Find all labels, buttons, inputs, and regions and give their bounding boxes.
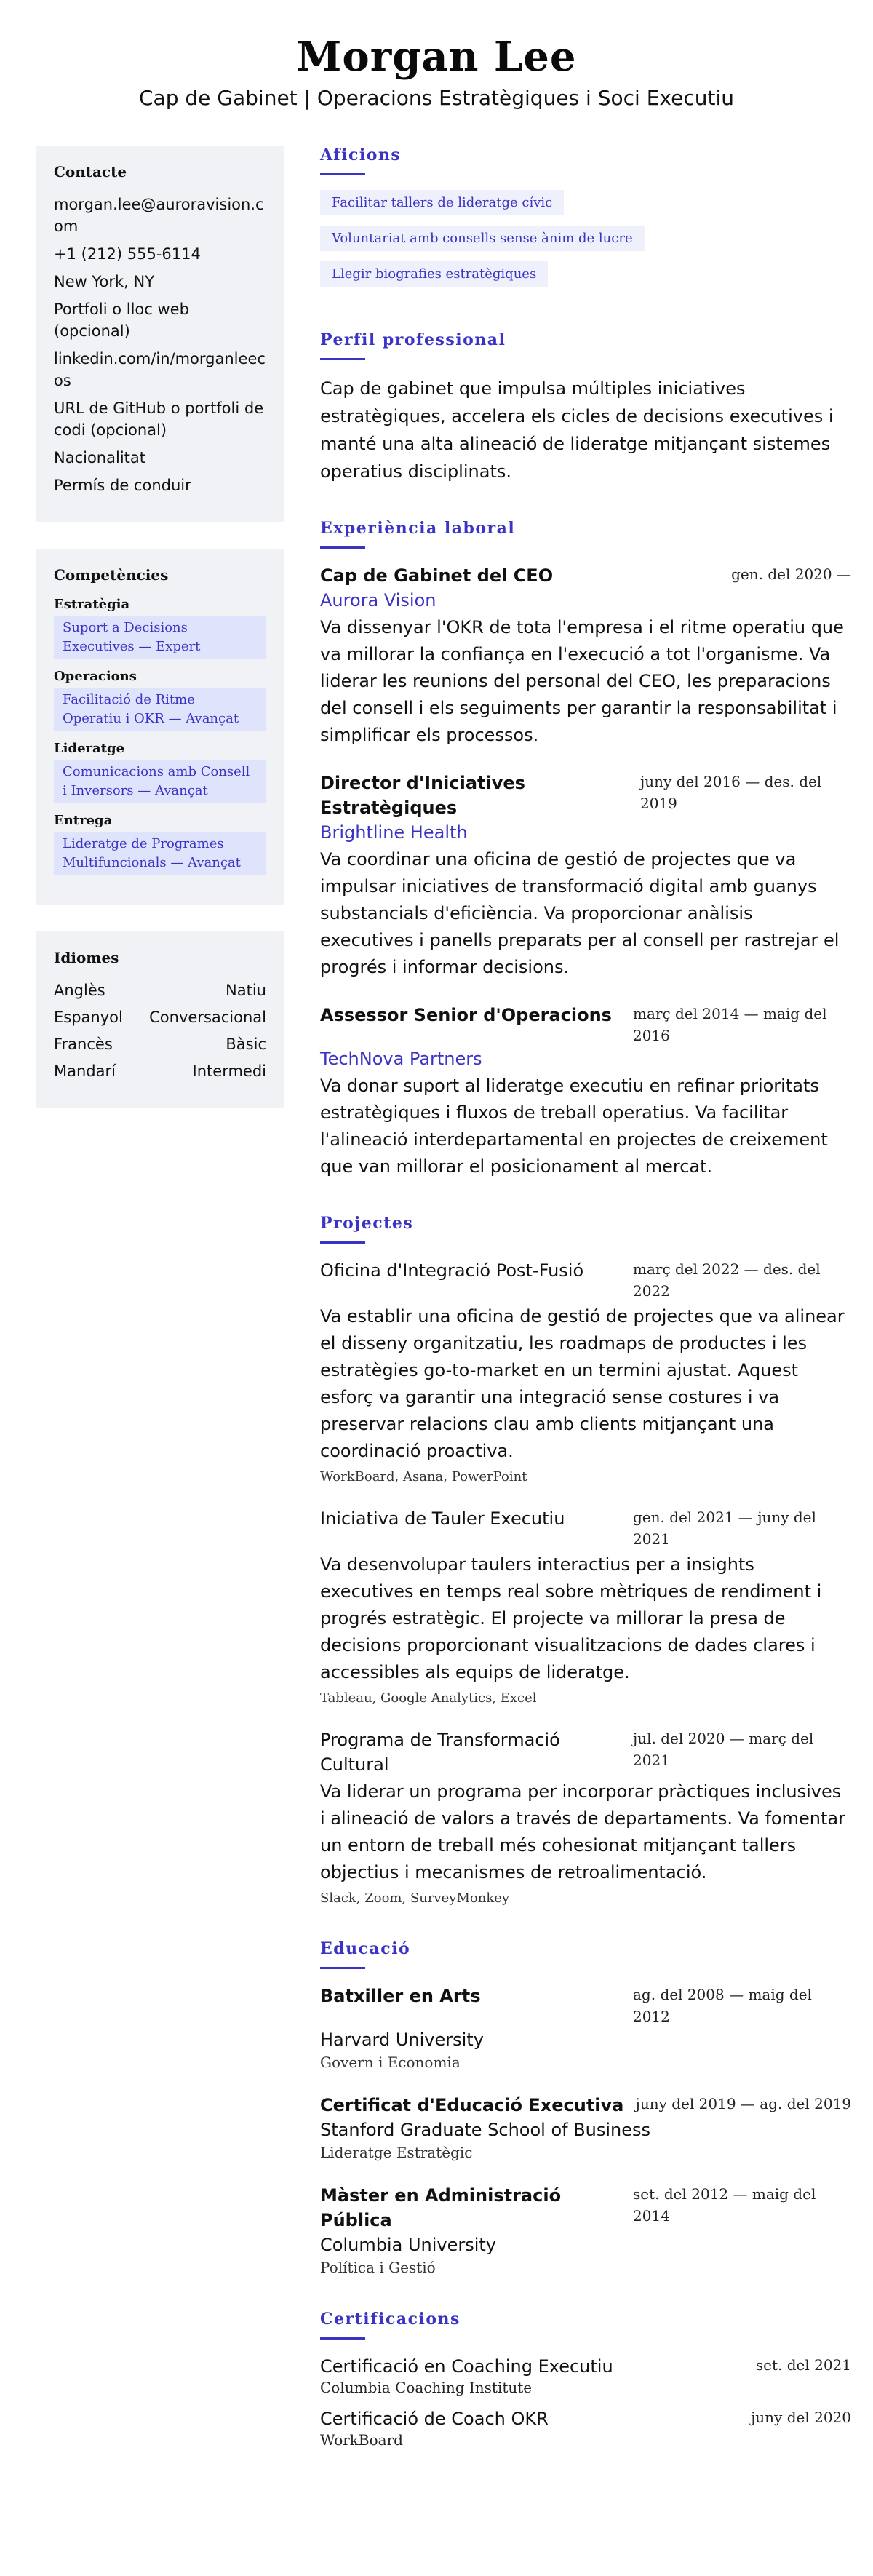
languages-card	[36, 931, 284, 1108]
skill-tag: Lideratge de Programes Multifuncionals — Avançat	[54, 832, 266, 875]
education-entry	[320, 1984, 851, 2071]
degree-title: Batxiller en Arts	[320, 1986, 481, 2006]
section-divider	[320, 1241, 365, 1244]
certification-info	[320, 2406, 549, 2449]
section-title: Aficions	[320, 146, 402, 164]
contact-nationality: Nacionalitat	[54, 449, 146, 466]
section-divider	[320, 2337, 365, 2340]
candidate-name: Morgan Lee	[296, 33, 577, 81]
project-dates: març del 2022 — des. del 2022	[633, 1260, 821, 1300]
education-section	[320, 1939, 851, 2276]
job-title: Director d'Iniciatives Estratègiques	[320, 773, 525, 818]
contact-driving-license: Permís de conduir	[54, 477, 191, 494]
section-divider	[320, 546, 365, 549]
entry-header	[320, 1984, 851, 2027]
experience-entry	[320, 563, 851, 749]
school-name: Stanford Graduate School of Business	[320, 2120, 651, 2140]
contact-title: Contacte	[54, 163, 127, 180]
entry-header	[320, 563, 851, 588]
hobby-tag: Llegir biografies estratègiques	[320, 261, 548, 287]
certification-entry	[320, 2406, 851, 2449]
certification-issuer: Columbia Coaching Institute	[320, 2379, 533, 2396]
project-description: Va establir una oficina de gestió de projectes que va alinear el disseny organitzatiu, les roadmaps de productes i les estratègies go-to-market en un termini ajustat. Aquest esforç va garantir una integració sense costures i va preservar relacions clau amb clients mitjançant una coordinació proactiva.	[320, 1306, 845, 1461]
language-name: Francès	[54, 1035, 113, 1053]
profile-section	[320, 330, 851, 485]
job-title: Assessor Senior d'Operacions	[320, 1005, 612, 1025]
language-level: Bàsic	[226, 1035, 266, 1053]
project-entry	[320, 1258, 851, 1484]
project-name: Programa de Transformació Cultural	[320, 1730, 560, 1775]
project-tools: Slack, Zoom, SurveyMonkey	[320, 1891, 510, 1906]
education-entry	[320, 2183, 851, 2276]
project-description: Va liderar un programa per incorporar pràctiques inclusives i alineació de valors a través de departaments. Va fomentar un entorn de treball més cohesionat mitjançant tallers objectius i mecanismes de retroalimentació.	[320, 1781, 845, 1883]
skills-title: Competències	[54, 566, 169, 584]
certification-info	[320, 2354, 613, 2396]
entry-header	[320, 2093, 851, 2118]
project-name: Iniciativa de Tauler Executiu	[320, 1508, 565, 1529]
skill-group-title: Operacions	[54, 669, 137, 684]
candidate-headline: Cap de Gabinet | Operacions Estratègiques i Soci Executiu	[139, 86, 734, 111]
skill-group	[54, 597, 266, 659]
project-name: Oficina d'Integració Post-Fusió	[320, 1260, 584, 1281]
experience-section	[320, 519, 851, 1180]
sidebar	[36, 146, 284, 1134]
contact-linkedin[interactable]: linkedin.com/in/morganleecos	[54, 350, 266, 389]
field-of-study: Govern i Economia	[320, 2054, 461, 2071]
project-entry	[320, 1728, 851, 1906]
job-description: Va donar suport al lideratge executiu en refinar prioritats estratègiques i fluxos de treball operatius. Va facilitar l'alineació interdepartamental en projectes de creixement que van millorar el posicionament al mercat.	[320, 1076, 828, 1177]
certification-date: set. del 2021	[755, 2356, 851, 2374]
language-row	[54, 1060, 266, 1082]
language-name: Espanyol	[54, 1009, 123, 1026]
section-divider	[320, 173, 365, 175]
school-name: Columbia University	[320, 2235, 497, 2255]
skills-card	[36, 549, 284, 905]
contact-email[interactable]: morgan.lee@auroravision.com	[54, 196, 264, 235]
section-divider	[320, 358, 365, 360]
experience-entry	[320, 1003, 851, 1180]
job-title: Cap de Gabinet del CEO	[320, 565, 554, 586]
section-title: Certificacions	[320, 2310, 461, 2329]
hobby-row	[320, 226, 851, 261]
section-title: Experiència laboral	[320, 519, 516, 538]
entry-header	[320, 1728, 851, 1777]
main-column	[320, 146, 851, 2482]
education-entry	[320, 2093, 851, 2161]
entry-header	[320, 1506, 851, 1550]
certification-issuer: WorkBoard	[320, 2431, 403, 2449]
contact-location: New York, NY	[54, 273, 155, 290]
profile-summary: Cap de gabinet que impulsa múltiples iniciatives estratègiques, accelera els cicles de decisions executives i manté una alta alineació de lideratge mitjançant sistemes operatius disciplinats.	[320, 378, 834, 482]
job-description: Va dissenyar l'OKR de tota l'empresa i el ritme operatiu que va millorar la confiança en l'execució a tot l'organisme. Va liderar les reunions del personal del CEO, les preparacions del consell i els seguiments per garantir la responsabilitat i simplificar els processos.	[320, 617, 844, 745]
contact-portfolio: Portfoli o lloc web (opcional)	[54, 301, 189, 340]
skill-group	[54, 813, 266, 875]
entry-header	[320, 2183, 851, 2233]
project-tools: WorkBoard, Asana, PowerPoint	[320, 1469, 527, 1484]
hobby-tag: Voluntariat amb consells sense ànim de lucre	[320, 226, 645, 251]
project-entry	[320, 1506, 851, 1706]
section-divider	[320, 1967, 365, 1969]
project-dates: jul. del 2020 — març del 2021	[633, 1730, 814, 1769]
certification-entry	[320, 2354, 851, 2396]
language-level: Intermedi	[192, 1062, 266, 1080]
hobby-row	[320, 190, 851, 226]
skill-group-title: Lideratge	[54, 741, 125, 756]
hobbies-section	[320, 146, 851, 297]
education-dates: set. del 2012 — maig del 2014	[633, 2185, 816, 2225]
field-of-study: Política i Gestió	[320, 2259, 436, 2276]
language-row	[54, 1006, 266, 1028]
job-dates: març del 2014 — maig del 2016	[633, 1005, 827, 1044]
skill-group-title: Estratègia	[54, 597, 130, 612]
project-tools: Tableau, Google Analytics, Excel	[320, 1690, 537, 1706]
hobby-row	[320, 261, 851, 297]
hobby-tag: Facilitar tallers de lideratge cívic	[320, 190, 564, 215]
skill-group	[54, 741, 266, 803]
education-dates: juny del 2019 — ag. del 2019	[635, 2095, 851, 2112]
school-name: Harvard University	[320, 2030, 484, 2050]
skill-tag: Suport a Decisions Executives — Expert	[54, 616, 266, 659]
project-dates: gen. del 2021 — juny del 2021	[633, 1508, 816, 1548]
education-dates: ag. del 2008 — maig del 2012	[633, 1986, 812, 2025]
degree-title: Màster en Administració Pública	[320, 2185, 562, 2230]
company-name: TechNova Partners	[320, 1049, 482, 1069]
language-name: Mandarí	[54, 1062, 116, 1080]
section-title: Perfil professional	[320, 330, 506, 349]
field-of-study: Lideratge Estratègic	[320, 2144, 473, 2161]
degree-title: Certificat d'Educació Executiva	[320, 2095, 624, 2115]
skill-tag: Facilitació de Ritme Operatiu i OKR — Avançat	[54, 688, 266, 731]
certifications-section	[320, 2310, 851, 2449]
entry-header	[320, 1003, 851, 1046]
job-dates: juny del 2016 — des. del 2019	[640, 773, 822, 812]
company-name: Aurora Vision	[320, 590, 436, 611]
entry-header	[320, 771, 851, 820]
certification-date: juny del 2020	[751, 2409, 851, 2426]
contact-phone: +1 (212) 555-6114	[54, 245, 201, 263]
skill-tag: Comunicacions amb Consell i Inversors — Avançat	[54, 760, 266, 803]
contact-github: URL de GitHub o portfoli de codi (opcional)	[54, 399, 264, 439]
language-row	[54, 1033, 266, 1055]
company-name: Brightline Health	[320, 822, 468, 843]
project-description: Va desenvolupar taulers interactius per a insights executives en temps real sobre mètriques de rendiment i progrés estratègic. El projecte va millorar la presa de decisions proporcionant visualitzacions de dades clares i accessibles als equips de lideratge.	[320, 1554, 822, 1682]
resume-header	[0, 0, 873, 110]
certification-name: Certificació en Coaching Executiu	[320, 2356, 613, 2377]
language-name: Anglès	[54, 982, 105, 999]
experience-entry	[320, 771, 851, 981]
languages-title: Idiomes	[54, 949, 119, 966]
language-level: Natiu	[226, 982, 266, 999]
projects-section	[320, 1214, 851, 1906]
job-description: Va coordinar una oficina de gestió de projectes que va impulsar iniciatives de transformació digital amb guanys substancials d'eficiència. Va proporcionar anàlisis executives i panells preparats per al consell per rastrejar el progrés i informar decisions.	[320, 849, 840, 977]
section-title: Educació	[320, 1939, 411, 1958]
skill-group-title: Entrega	[54, 813, 113, 828]
entry-header	[320, 1258, 851, 1302]
language-row	[54, 979, 266, 1001]
certification-name: Certificació de Coach OKR	[320, 2409, 549, 2429]
job-dates: gen. del 2020 —	[731, 565, 851, 583]
language-level: Conversacional	[149, 1009, 266, 1026]
section-title: Projectes	[320, 1214, 414, 1233]
contact-card	[36, 146, 284, 522]
skill-group	[54, 669, 266, 731]
